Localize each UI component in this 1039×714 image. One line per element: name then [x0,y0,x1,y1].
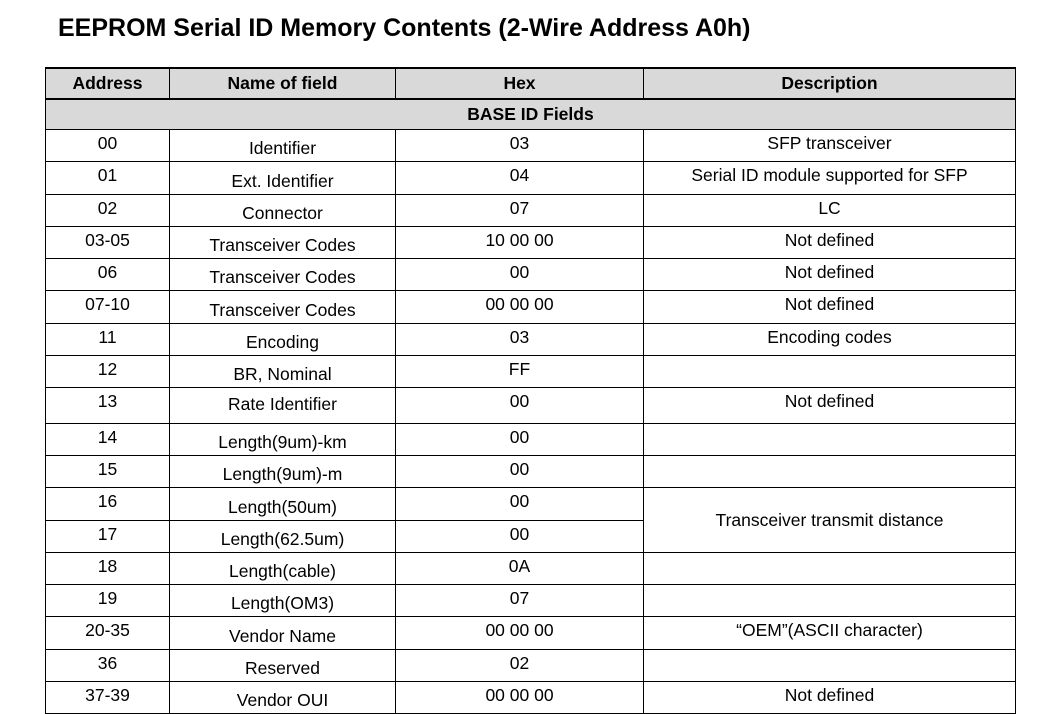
cell-hex: 00 [396,423,644,455]
table-row [46,194,1016,226]
header-address: Address [46,68,170,99]
table-row [46,291,1016,323]
cell-name: Length(62.5um) [170,520,396,552]
header-row [46,68,1016,99]
cell-name: Transceiver Codes [170,291,396,323]
cell-name: Encoding [170,323,396,355]
table-row [46,423,1016,455]
cell-address: 12 [46,356,170,388]
cell-description-merged: Transceiver transmit distance [644,488,1016,553]
table-row [46,552,1016,584]
cell-hex: 00 00 00 [396,617,644,649]
cell-hex: 03 [396,323,644,355]
cell-description: Encoding codes [644,323,1016,355]
cell-description: Serial ID module supported for SFP [644,162,1016,194]
cell-address: 01 [46,162,170,194]
cell-address: 11 [46,323,170,355]
cell-address: 06 [46,259,170,291]
cell-address: 03-05 [46,226,170,258]
cell-address: 18 [46,552,170,584]
cell-hex: 03 [396,130,644,162]
section-title: BASE ID Fields [46,99,1016,130]
table-row [46,356,1016,388]
cell-name: Identifier [170,130,396,162]
cell-name: Length(50um) [170,488,396,520]
cell-name: BR, Nominal [170,356,396,388]
cell-hex: 00 [396,520,644,552]
cell-name: Vendor Name [170,617,396,649]
section-row [46,99,1016,130]
table-row [46,585,1016,617]
cell-description [644,455,1016,487]
cell-hex: 00 00 00 [396,291,644,323]
table-row [46,388,1016,423]
cell-description [644,585,1016,617]
cell-name: Transceiver Codes [170,259,396,291]
cell-name: Length(OM3) [170,585,396,617]
cell-hex: 00 00 00 [396,682,644,714]
table-row [46,130,1016,162]
cell-name: Length(9um)-km [170,423,396,455]
table-row [46,455,1016,487]
cell-hex: 00 [396,388,644,423]
cell-description: Not defined [644,226,1016,258]
table-row [46,488,1016,520]
cell-hex: 04 [396,162,644,194]
cell-address: 00 [46,130,170,162]
cell-description: Not defined [644,291,1016,323]
cell-description: SFP transceiver [644,130,1016,162]
cell-hex: 00 [396,455,644,487]
cell-description [644,649,1016,681]
cell-hex: 00 [396,259,644,291]
cell-description [644,552,1016,584]
table-row [46,617,1016,649]
cell-address: 15 [46,455,170,487]
cell-address: 17 [46,520,170,552]
cell-address: 37-39 [46,682,170,714]
cell-address: 14 [46,423,170,455]
cell-description: Not defined [644,682,1016,714]
cell-hex: 00 [396,488,644,520]
eeprom-table [45,67,1016,714]
cell-description: Not defined [644,259,1016,291]
cell-address: 20-35 [46,617,170,649]
cell-name: Length(9um)-m [170,455,396,487]
cell-description: LC [644,194,1016,226]
table-row [46,323,1016,355]
cell-hex: 02 [396,649,644,681]
cell-name: Vendor OUI [170,682,396,714]
cell-hex: 10 00 00 [396,226,644,258]
document-title: EEPROM Serial ID Memory Contents (2-Wire Address A0h) [58,14,751,42]
header-description: Description [644,68,1016,99]
header-hex: Hex [396,68,644,99]
cell-name: Ext. Identifier [170,162,396,194]
cell-address: 07-10 [46,291,170,323]
cell-name: Rate Identifier [170,388,396,423]
cell-description: “OEM”(ASCII character) [644,617,1016,649]
cell-name: Transceiver Codes [170,226,396,258]
cell-name: Connector [170,194,396,226]
table-row [46,682,1016,714]
table-row [46,259,1016,291]
cell-description [644,423,1016,455]
cell-address: 19 [46,585,170,617]
cell-hex: 07 [396,585,644,617]
cell-hex: 07 [396,194,644,226]
table-row [46,162,1016,194]
cell-hex: FF [396,356,644,388]
cell-address: 36 [46,649,170,681]
table-row [46,649,1016,681]
cell-description [644,356,1016,388]
cell-hex: 0A [396,552,644,584]
cell-address: 13 [46,388,170,423]
cell-name: Length(cable) [170,552,396,584]
cell-address: 16 [46,488,170,520]
table-row [46,226,1016,258]
header-name-of-field: Name of field [170,68,396,99]
cell-address: 02 [46,194,170,226]
cell-name: Reserved [170,649,396,681]
cell-description: Not defined [644,388,1016,423]
